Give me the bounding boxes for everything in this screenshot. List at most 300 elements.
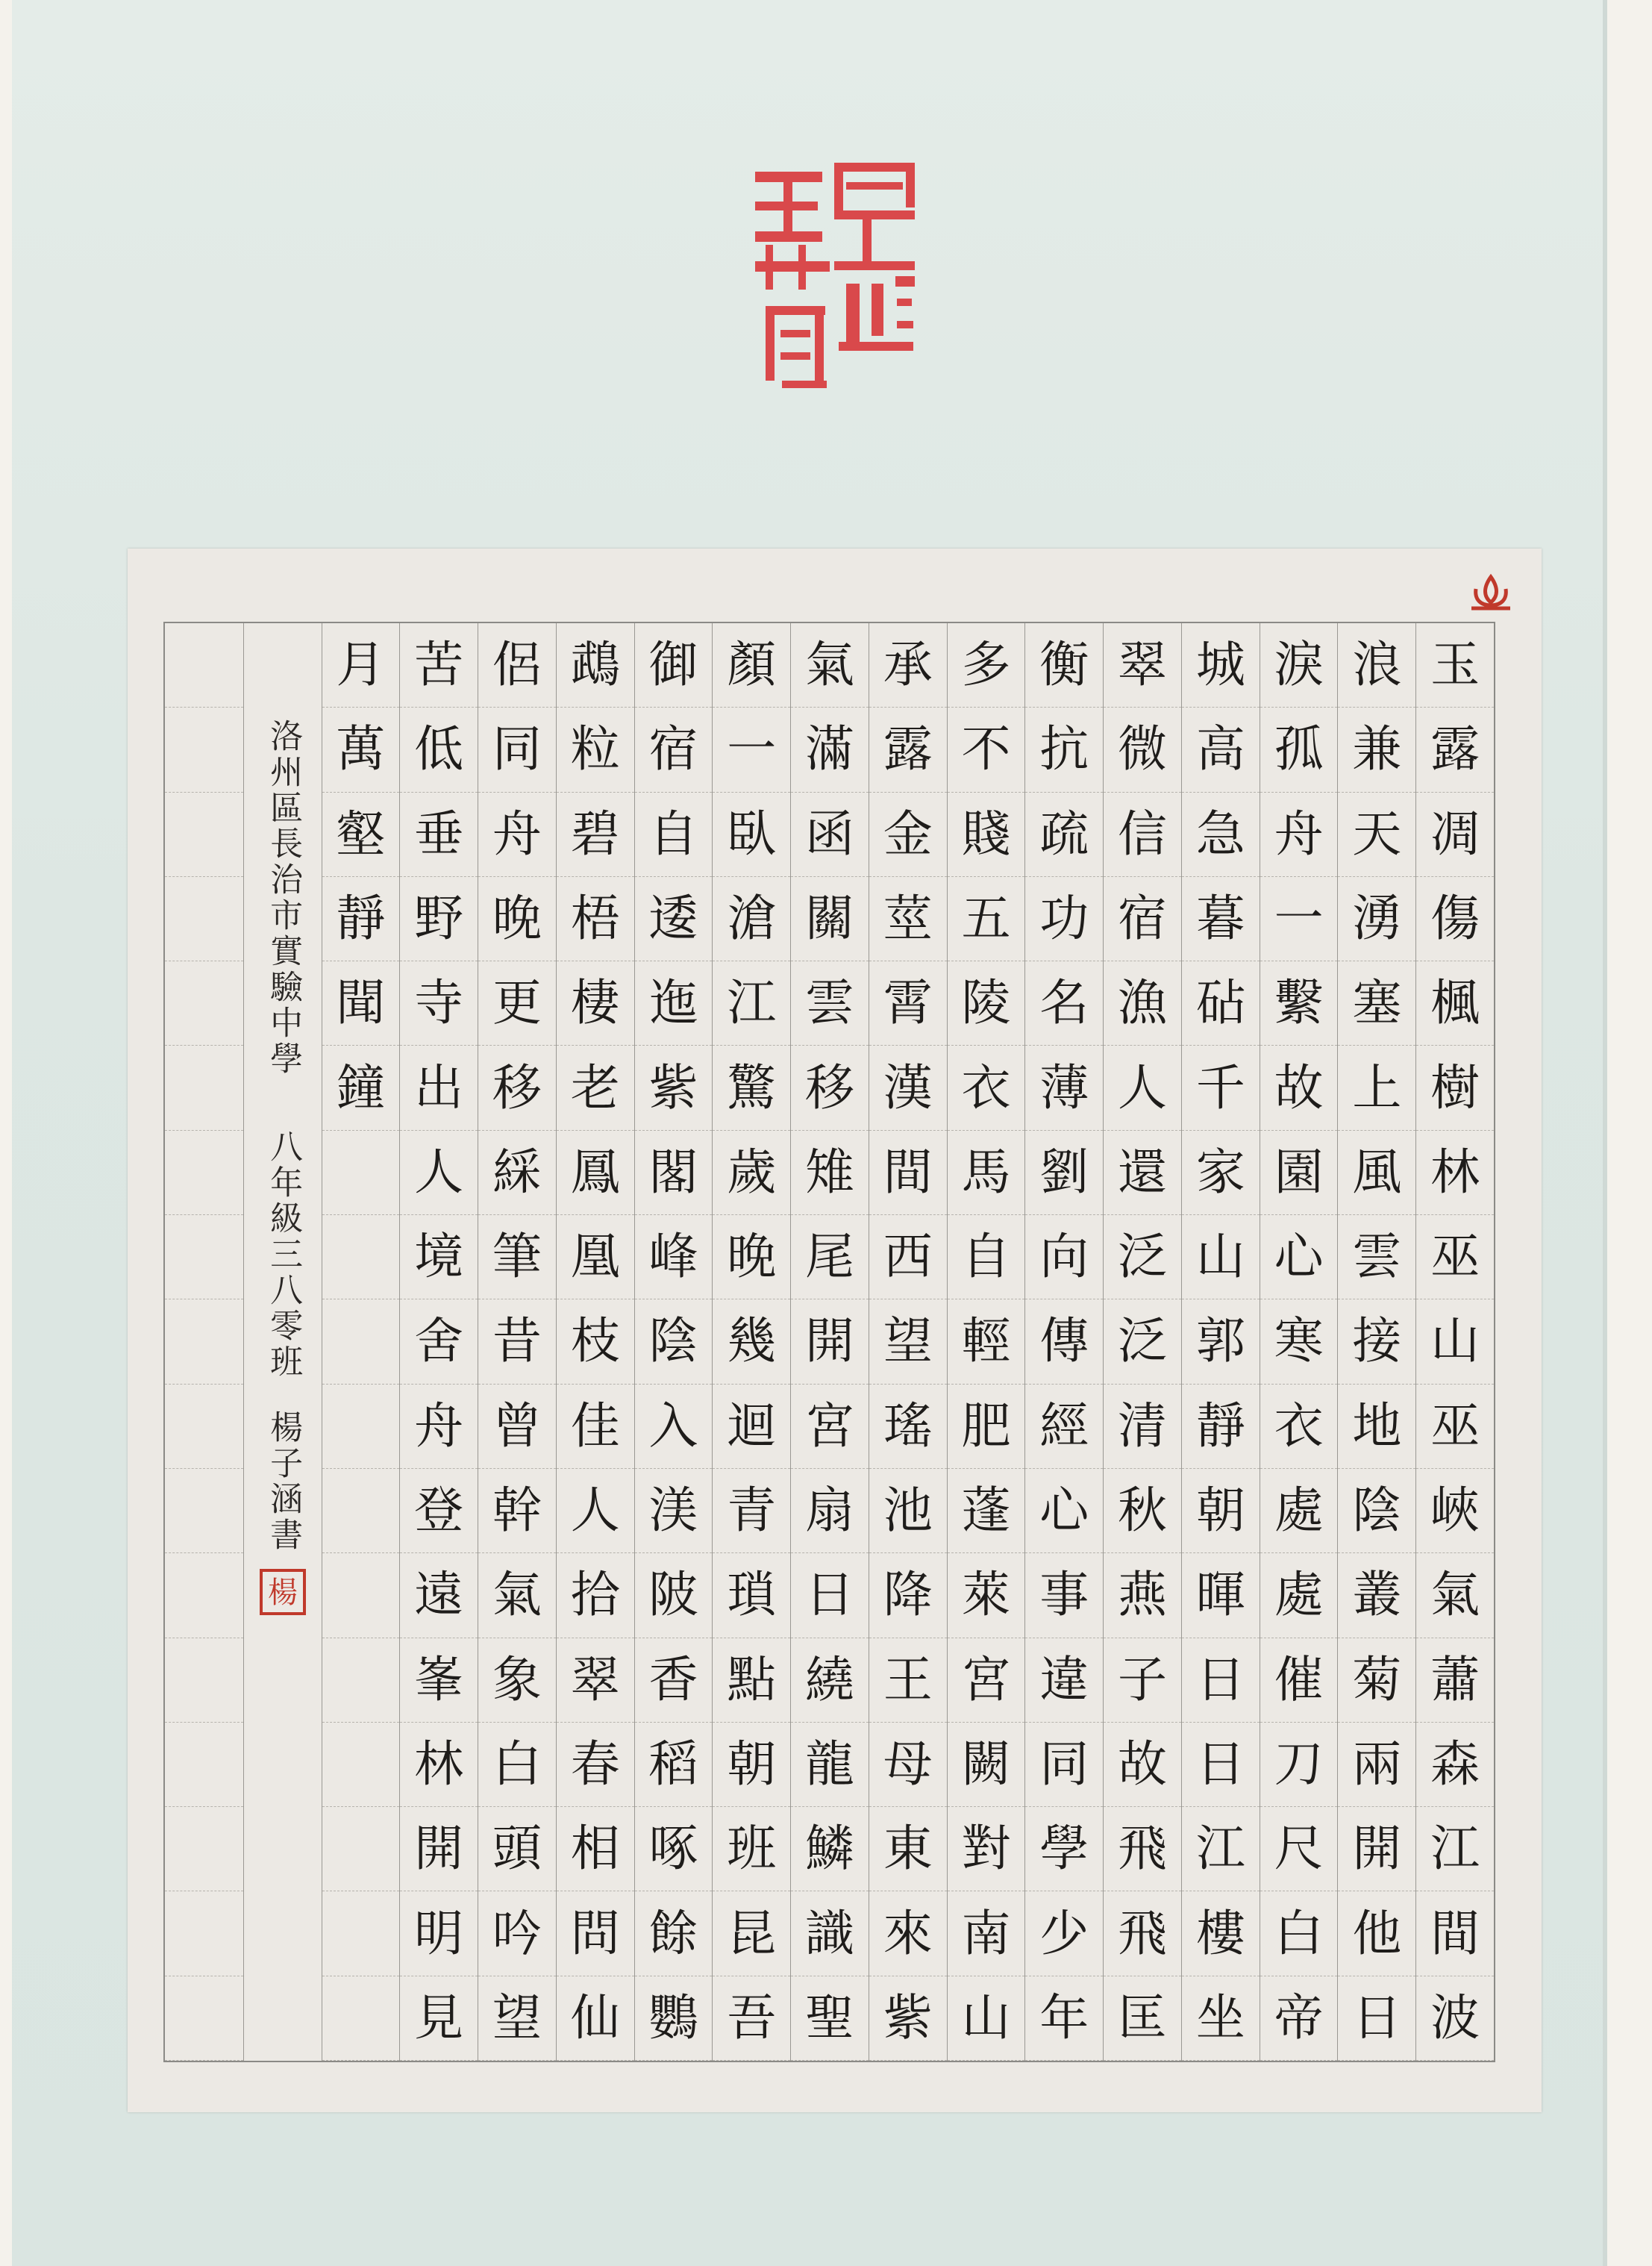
poem-character: 年 — [1025, 1976, 1103, 2061]
poem-character: 朝 — [713, 1723, 790, 1807]
poem-character: 高 — [1182, 708, 1260, 792]
scroll-mount — [12, 0, 1607, 2266]
signature-school: 洛州區長治市實驗中學 — [264, 719, 303, 1077]
poem-character: 滄 — [713, 877, 790, 961]
poem-column — [1260, 623, 1338, 2061]
poem-character: 函 — [791, 793, 869, 877]
poem-character: 雉 — [791, 1131, 869, 1215]
blank-column — [165, 623, 243, 2061]
poem-character: 明 — [400, 1891, 478, 1976]
poem-character: 馬 — [948, 1131, 1025, 1215]
poem-column — [1024, 623, 1103, 2061]
poem-character: 一 — [713, 708, 790, 792]
poem-character: 闕 — [948, 1723, 1025, 1807]
poem-character: 信 — [1104, 793, 1181, 877]
poem-character: 一 — [1260, 877, 1338, 961]
poem-column — [790, 623, 869, 2061]
poem-character: 壑 — [322, 793, 400, 877]
poem-character — [322, 1553, 400, 1638]
poem-character: 餘 — [635, 1891, 713, 1976]
poem-character: 飛 — [1104, 1807, 1181, 1891]
poem-character: 處 — [1260, 1469, 1338, 1553]
poem-character: 紫 — [869, 1976, 947, 2061]
poem-character: 宿 — [1104, 877, 1181, 961]
poem-character: 飛 — [1104, 1891, 1181, 1976]
blank-cell — [165, 1553, 243, 1638]
blank-cell — [165, 1807, 243, 1891]
poem-character: 繞 — [791, 1638, 869, 1723]
poem-character — [322, 1638, 400, 1723]
poem-character: 肥 — [948, 1385, 1025, 1469]
poem-character: 仙 — [557, 1976, 634, 2061]
poem-character: 日 — [1182, 1638, 1260, 1723]
blank-cell — [165, 1131, 243, 1215]
poem-character: 承 — [869, 623, 947, 708]
poem-character: 問 — [557, 1891, 634, 1976]
name-seal-stamp — [259, 1568, 307, 1616]
poem-character: 漢 — [869, 1046, 947, 1130]
poem-character: 御 — [635, 623, 713, 708]
poem-character: 低 — [400, 708, 478, 792]
blank-cell — [165, 1723, 243, 1807]
poem-character: 峽 — [1416, 1469, 1494, 1553]
poem-character: 他 — [1338, 1891, 1415, 1976]
poem-character: 人 — [400, 1131, 478, 1215]
poem-character: 江 — [713, 961, 790, 1046]
top-seal-stamp — [751, 157, 922, 396]
poem-character: 顏 — [713, 623, 790, 708]
poem-character: 凋 — [1416, 793, 1494, 877]
poem-character: 急 — [1182, 793, 1260, 877]
poem-character: 波 — [1416, 1976, 1494, 2061]
poem-character: 紫 — [635, 1046, 713, 1130]
poem-column — [399, 623, 478, 2061]
poem-character: 抗 — [1025, 708, 1103, 792]
poem-character: 春 — [557, 1723, 634, 1807]
poem-character: 拾 — [557, 1553, 634, 1638]
poem-character: 兼 — [1338, 708, 1415, 792]
poem-character: 千 — [1182, 1046, 1260, 1130]
poem-column — [322, 623, 400, 2061]
poem-character: 鐘 — [322, 1046, 400, 1130]
poem-character: 萬 — [322, 708, 400, 792]
poem-character: 林 — [1416, 1131, 1494, 1215]
poem-column — [1337, 623, 1415, 2061]
poem-character: 母 — [869, 1723, 947, 1807]
poem-character: 日 — [1338, 1976, 1415, 2061]
poem-character: 王 — [869, 1638, 947, 1723]
blank-cell — [165, 961, 243, 1046]
poem-character: 名 — [1025, 961, 1103, 1046]
poem-character: 龍 — [791, 1723, 869, 1807]
poem-character: 氣 — [478, 1553, 556, 1638]
poem-character: 砧 — [1182, 961, 1260, 1046]
poem-character: 衣 — [948, 1046, 1025, 1130]
poem-character: 更 — [478, 961, 556, 1046]
poem-character: 日 — [791, 1553, 869, 1638]
poem-character: 蓬 — [948, 1469, 1025, 1553]
poem-character: 舍 — [400, 1299, 478, 1384]
poem-character: 接 — [1338, 1299, 1415, 1384]
poem-character: 鸚 — [635, 1976, 713, 2061]
poem-column — [634, 623, 713, 2061]
poem-column — [947, 623, 1025, 2061]
poem-character: 峰 — [635, 1215, 713, 1299]
poem-character: 班 — [713, 1807, 790, 1891]
poem-character: 不 — [948, 708, 1025, 792]
poem-column — [1415, 623, 1494, 2061]
poem-character: 侶 — [478, 623, 556, 708]
poem-character: 靜 — [322, 877, 400, 961]
poem-character — [322, 1891, 400, 1976]
poem-character: 垂 — [400, 793, 478, 877]
poem-character: 萊 — [948, 1553, 1025, 1638]
poem-character: 吟 — [478, 1891, 556, 1976]
poem-character: 上 — [1338, 1046, 1415, 1130]
poem-character: 功 — [1025, 877, 1103, 961]
poem-character: 同 — [478, 708, 556, 792]
blank-cell — [165, 1891, 243, 1976]
poem-character: 故 — [1260, 1046, 1338, 1130]
poem-character: 陵 — [948, 961, 1025, 1046]
poem-character: 森 — [1416, 1723, 1494, 1807]
signature-class: 八年級三八零班 — [264, 1129, 303, 1380]
poem-character: 楓 — [1416, 961, 1494, 1046]
poem-character: 瑤 — [869, 1385, 947, 1469]
poem-character: 露 — [1416, 708, 1494, 792]
poem-character: 棲 — [557, 961, 634, 1046]
poem-character: 宮 — [948, 1638, 1025, 1723]
poem-character: 違 — [1025, 1638, 1103, 1723]
poem-character: 寺 — [400, 961, 478, 1046]
poem-character: 老 — [557, 1046, 634, 1130]
poem-character: 翠 — [557, 1638, 634, 1723]
poem-character: 池 — [869, 1469, 947, 1553]
poem-character: 暮 — [1182, 877, 1260, 961]
poem-character — [322, 1215, 400, 1299]
poem-character: 迤 — [635, 961, 713, 1046]
poem-character: 西 — [869, 1215, 947, 1299]
poem-character: 凰 — [557, 1215, 634, 1299]
poem-character: 賤 — [948, 793, 1025, 877]
poem-character: 露 — [869, 708, 947, 792]
poem-column — [1103, 623, 1181, 2061]
poem-character: 啄 — [635, 1807, 713, 1891]
poem-character: 綵 — [478, 1131, 556, 1215]
poem-character: 地 — [1338, 1385, 1415, 1469]
poem-character: 曾 — [478, 1385, 556, 1469]
poem-character — [322, 1807, 400, 1891]
poem-character: 向 — [1025, 1215, 1103, 1299]
poem-character: 巫 — [1416, 1385, 1494, 1469]
poem-character: 吾 — [713, 1976, 790, 2061]
poem-character: 尾 — [791, 1215, 869, 1299]
poem-column — [478, 623, 556, 2061]
poem-character: 望 — [869, 1299, 947, 1384]
poem-character: 滿 — [791, 708, 869, 792]
poem-character: 子 — [1104, 1638, 1181, 1723]
poem-character: 間 — [1416, 1891, 1494, 1976]
blank-cell — [165, 623, 243, 708]
poem-character: 催 — [1260, 1638, 1338, 1723]
poem-character: 坐 — [1182, 1976, 1260, 2061]
poem-character: 泛 — [1104, 1215, 1181, 1299]
poem-character: 瑣 — [713, 1553, 790, 1638]
poem-column — [1181, 623, 1260, 2061]
poem-character: 筆 — [478, 1215, 556, 1299]
poem-character: 臥 — [713, 793, 790, 877]
poem-column — [712, 623, 790, 2061]
poem-column — [869, 623, 947, 2061]
poem-character: 清 — [1104, 1385, 1181, 1469]
poem-character: 天 — [1338, 793, 1415, 877]
poem-character: 湧 — [1338, 877, 1415, 961]
poem-character: 降 — [869, 1553, 947, 1638]
poem-character: 碧 — [557, 793, 634, 877]
blank-cell — [165, 708, 243, 792]
poem-character — [322, 1976, 400, 2061]
poem-character: 關 — [791, 877, 869, 961]
poem-character: 傷 — [1416, 877, 1494, 961]
poem-character: 開 — [1338, 1807, 1415, 1891]
poem-character: 舟 — [478, 793, 556, 877]
poem-character: 兩 — [1338, 1723, 1415, 1807]
poem-character: 刀 — [1260, 1723, 1338, 1807]
poem-character: 莖 — [869, 877, 947, 961]
poem-character: 雲 — [791, 961, 869, 1046]
calligraphy-artwork — [128, 549, 1542, 2112]
poem-character: 心 — [1025, 1469, 1103, 1553]
poem-character: 衡 — [1025, 623, 1103, 708]
poem-character: 出 — [400, 1046, 478, 1130]
poem-character: 雲 — [1338, 1215, 1415, 1299]
poem-character: 扇 — [791, 1469, 869, 1553]
poem-character: 樓 — [1182, 1891, 1260, 1976]
poem-character: 巫 — [1416, 1215, 1494, 1299]
poem-character: 少 — [1025, 1891, 1103, 1976]
poem-character: 青 — [713, 1469, 790, 1553]
poem-character — [322, 1723, 400, 1807]
poem-character: 氣 — [791, 623, 869, 708]
poem-character: 南 — [948, 1891, 1025, 1976]
poem-character: 漁 — [1104, 961, 1181, 1046]
poem-character: 傳 — [1025, 1299, 1103, 1384]
poem-character: 朝 — [1182, 1469, 1260, 1553]
poem-character: 陰 — [1338, 1469, 1415, 1553]
poem-character — [322, 1131, 400, 1215]
poem-character: 相 — [557, 1807, 634, 1891]
poem-character: 歲 — [713, 1131, 790, 1215]
poem-character: 東 — [869, 1807, 947, 1891]
poem-character: 晚 — [478, 877, 556, 961]
poem-character: 白 — [1260, 1891, 1338, 1976]
poem-character: 舟 — [1260, 793, 1338, 877]
poem-character: 人 — [1104, 1046, 1181, 1130]
poem-character: 鵡 — [557, 623, 634, 708]
poem-character: 點 — [713, 1638, 790, 1723]
poem-character: 心 — [1260, 1215, 1338, 1299]
poem-character: 疏 — [1025, 793, 1103, 877]
blank-cell — [165, 1976, 243, 2061]
poem-character: 輕 — [948, 1299, 1025, 1384]
poem-character: 江 — [1416, 1807, 1494, 1891]
poem-character: 昔 — [478, 1299, 556, 1384]
poem-character: 幹 — [478, 1469, 556, 1553]
poem-character: 秋 — [1104, 1469, 1181, 1553]
poem-character: 還 — [1104, 1131, 1181, 1215]
poem-character: 故 — [1104, 1723, 1181, 1807]
poem-character: 逶 — [635, 877, 713, 961]
poem-character: 暉 — [1182, 1553, 1260, 1638]
poem-character: 樹 — [1416, 1046, 1494, 1130]
poem-character: 聖 — [791, 1976, 869, 2061]
poem-character: 孤 — [1260, 708, 1338, 792]
poem-character — [322, 1385, 400, 1469]
poem-character: 風 — [1338, 1131, 1415, 1215]
poem-character: 金 — [869, 793, 947, 877]
poem-character: 同 — [1025, 1723, 1103, 1807]
poem-character: 山 — [1416, 1299, 1494, 1384]
poem-character: 日 — [1182, 1723, 1260, 1807]
poem-character: 經 — [1025, 1385, 1103, 1469]
poem-character: 移 — [791, 1046, 869, 1130]
poem-character: 學 — [1025, 1807, 1103, 1891]
poem-character: 微 — [1104, 708, 1181, 792]
poem-character: 開 — [791, 1299, 869, 1384]
poem-character: 蕭 — [1416, 1638, 1494, 1723]
poem-character: 遠 — [400, 1553, 478, 1638]
poem-character: 月 — [322, 623, 400, 708]
poem-character: 燕 — [1104, 1553, 1181, 1638]
poem-character: 氣 — [1416, 1553, 1494, 1638]
poem-character: 苦 — [400, 623, 478, 708]
poem-character: 霄 — [869, 961, 947, 1046]
poem-character: 見 — [400, 1976, 478, 2061]
poem-character: 山 — [948, 1976, 1025, 2061]
poem-character: 境 — [400, 1215, 478, 1299]
poem-character: 象 — [478, 1638, 556, 1723]
poem-character: 園 — [1260, 1131, 1338, 1215]
poem-character: 對 — [948, 1807, 1025, 1891]
poem-character: 處 — [1260, 1553, 1338, 1638]
poem-character: 野 — [400, 877, 478, 961]
poem-character: 頭 — [478, 1807, 556, 1891]
poem-character: 薄 — [1025, 1046, 1103, 1130]
poem-character: 事 — [1025, 1553, 1103, 1638]
poem-character: 閣 — [635, 1131, 713, 1215]
poem-character: 鳳 — [557, 1131, 634, 1215]
poem-character: 識 — [791, 1891, 869, 1976]
poem-character: 幾 — [713, 1299, 790, 1384]
poem-character: 稻 — [635, 1723, 713, 1807]
poem-character: 晚 — [713, 1215, 790, 1299]
poem-character: 來 — [869, 1891, 947, 1976]
poem-character: 塞 — [1338, 961, 1415, 1046]
poem-character: 寒 — [1260, 1299, 1338, 1384]
blank-cell — [165, 1469, 243, 1553]
poem-character — [322, 1299, 400, 1384]
poem-character: 帝 — [1260, 1976, 1338, 2061]
poem-character: 翠 — [1104, 623, 1181, 708]
poem-character: 移 — [478, 1046, 556, 1130]
poem-character: 玉 — [1416, 623, 1494, 708]
poem-character: 香 — [635, 1638, 713, 1723]
poem-character: 宿 — [635, 708, 713, 792]
poem-character: 自 — [948, 1215, 1025, 1299]
poem-character: 叢 — [1338, 1553, 1415, 1638]
poem-character: 鱗 — [791, 1807, 869, 1891]
poem-character: 林 — [400, 1723, 478, 1807]
poem-character: 宮 — [791, 1385, 869, 1469]
poem-character: 峯 — [400, 1638, 478, 1723]
lotus-seal-icon — [1467, 571, 1515, 619]
poem-character — [322, 1469, 400, 1553]
poem-character: 粒 — [557, 708, 634, 792]
blank-cell — [165, 1299, 243, 1384]
poem-character: 衣 — [1260, 1385, 1338, 1469]
poem-character: 聞 — [322, 961, 400, 1046]
poem-character: 陰 — [635, 1299, 713, 1384]
poem-character: 淚 — [1260, 623, 1338, 708]
poem-character: 人 — [557, 1469, 634, 1553]
poem-character: 泛 — [1104, 1299, 1181, 1384]
blank-cell — [165, 1638, 243, 1723]
poem-character: 自 — [635, 793, 713, 877]
blank-cell — [165, 1215, 243, 1299]
poem-character: 昆 — [713, 1891, 790, 1976]
signature-block — [244, 623, 322, 2061]
poem-character: 五 — [948, 877, 1025, 961]
poem-character: 家 — [1182, 1131, 1260, 1215]
poem-character: 迴 — [713, 1385, 790, 1469]
writing-grid — [163, 622, 1495, 2062]
poem-character: 城 — [1182, 623, 1260, 708]
poem-character: 驚 — [713, 1046, 790, 1130]
poem-character: 尺 — [1260, 1807, 1338, 1891]
poem-character: 劉 — [1025, 1131, 1103, 1215]
poem-character: 靜 — [1182, 1385, 1260, 1469]
blank-cell — [165, 877, 243, 961]
poem-character: 渼 — [635, 1469, 713, 1553]
poem-character: 開 — [400, 1807, 478, 1891]
poem-character: 登 — [400, 1469, 478, 1553]
poem-character: 陂 — [635, 1553, 713, 1638]
poem-character: 入 — [635, 1385, 713, 1469]
poem-character: 菊 — [1338, 1638, 1415, 1723]
poem-character: 浪 — [1338, 623, 1415, 708]
poem-character: 多 — [948, 623, 1025, 708]
poem-character: 白 — [478, 1723, 556, 1807]
poem-column — [556, 623, 634, 2061]
svg-text:楊: 楊 — [268, 1576, 298, 1610]
poem-character: 山 — [1182, 1215, 1260, 1299]
poem-character: 枝 — [557, 1299, 634, 1384]
poem-character: 間 — [869, 1131, 947, 1215]
poem-character: 佳 — [557, 1385, 634, 1469]
signature-column — [243, 623, 322, 2061]
poem-character: 梧 — [557, 877, 634, 961]
blank-cell — [165, 1385, 243, 1469]
poem-character: 江 — [1182, 1807, 1260, 1891]
poem-character: 匡 — [1104, 1976, 1181, 2061]
poem-character: 繫 — [1260, 961, 1338, 1046]
blank-cell — [165, 793, 243, 877]
signature-author: 楊子涵書 — [264, 1410, 303, 1553]
blank-cell — [165, 1046, 243, 1130]
poem-character: 郭 — [1182, 1299, 1260, 1384]
poem-character: 望 — [478, 1976, 556, 2061]
poem-character: 舟 — [400, 1385, 478, 1469]
